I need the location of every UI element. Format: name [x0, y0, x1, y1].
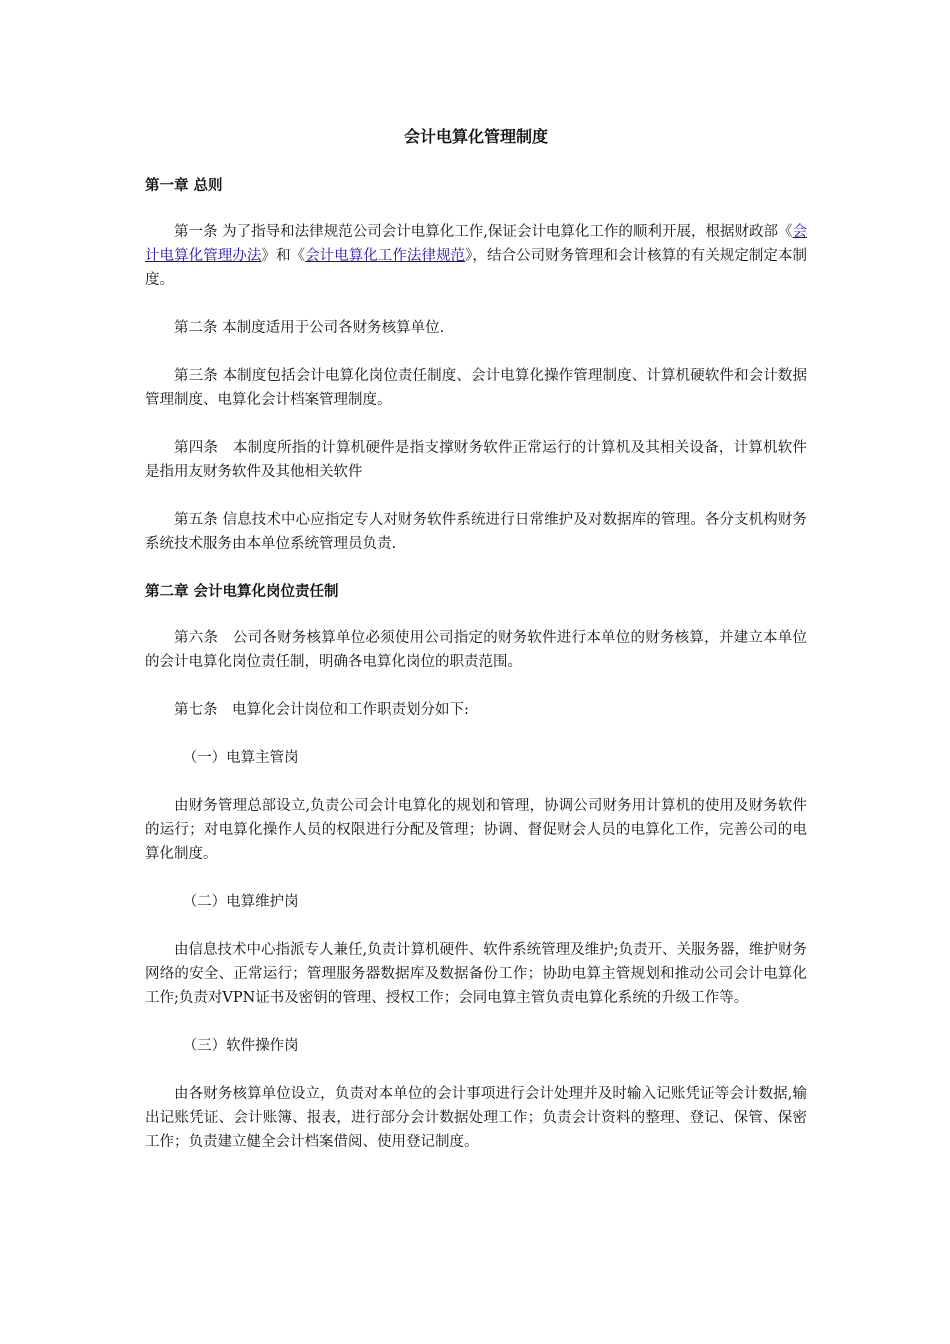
article-1-text-pre: 第一条 为了指导和法律规范公司会计电算化工作,保证会计电算化工作的顺利开展，根据财政部《 [174, 224, 793, 240]
section-1-heading: （一）电算主管岗 [182, 750, 299, 766]
article-1 [145, 220, 807, 292]
section-3-text: 由各财务核算单位设立，负责对本单位的会计事项进行会计处理并及时输入记账凭证等会计数据,输出记账凭证、会计账簿、报表，进行部分会计数据处理工作；负责会计资料的整理、登记、保管、保密工作；负责建立健全会计档案借阅、使用登记制度。 [145, 1086, 807, 1150]
article-1-text-post: 》，结合公司财务管理和会计核算的有关规定制定本制度。 [145, 248, 808, 288]
article-1-text-mid: 》和《 [261, 248, 306, 264]
chapter-2-heading: 第二章 会计电算化岗位责任制 [145, 584, 339, 600]
article-3: 第三条 本制度包括会计电算化岗位责任制度、会计电算化操作管理制度、计算机硬软件和会计数据管理制度、电算化会计档案管理制度。 [145, 368, 807, 408]
document-body [145, 124, 807, 1178]
article-2: 第二条 本制度适用于公司各财务核算单位. [174, 320, 445, 336]
section-3-heading: （三）软件操作岗 [182, 1038, 299, 1054]
article-4: 第四条 本制度所指的计算机硬件是指支撑财务软件正常运行的计算机及其相关设备，计算机软件是指用友财务软件及其他相关软件 [145, 440, 807, 480]
article-5: 第五条 信息技术中心应指定专人对财务软件系统进行日常维护及对数据库的管理。各分支机构财务系统技术服务由本单位系统管理员负责. [145, 512, 807, 552]
chapter-1-heading: 第一章 总则 [145, 178, 223, 194]
article-6: 第六条 公司各财务核算单位必须使用公司指定的财务软件进行本单位的财务核算，并建立本单位的会计电算化岗位责任制，明确各电算化岗位的职责范围。 [145, 630, 807, 670]
section-2-text: 由信息技术中心指派专人兼任,负责计算机硬件、软件系统管理及维护;负责开、关服务器，维护财务网络的安全、正常运行；管理服务器数据库及数据备份工作；协助电算主管规划和推动公司会计电算化工作;负责对VPN证书及密钥的管理、授权工作；会同电算主管负责电算化系统的升级工作等。 [145, 942, 807, 1006]
document-title: 会计电算化管理制度 [403, 127, 548, 146]
link-accounting-computerization-norms[interactable]: 会计电算化工作法律规范 [305, 248, 466, 264]
link-accounting-computerization-measures[interactable]: 会计电算化管理办法 [145, 224, 807, 264]
section-1-text: 由财务管理总部设立,负责公司会计电算化的规划和管理，协调公司财务用计算机的使用及财务软件的运行；对电算化操作人员的权限进行分配及管理；协调、督促财会人员的电算化工作，完善公司的电算化制度。 [145, 798, 807, 862]
article-7: 第七条 电算化会计岗位和工作职责划分如下: [174, 702, 469, 718]
section-2-heading: （二）电算维护岗 [182, 894, 299, 910]
